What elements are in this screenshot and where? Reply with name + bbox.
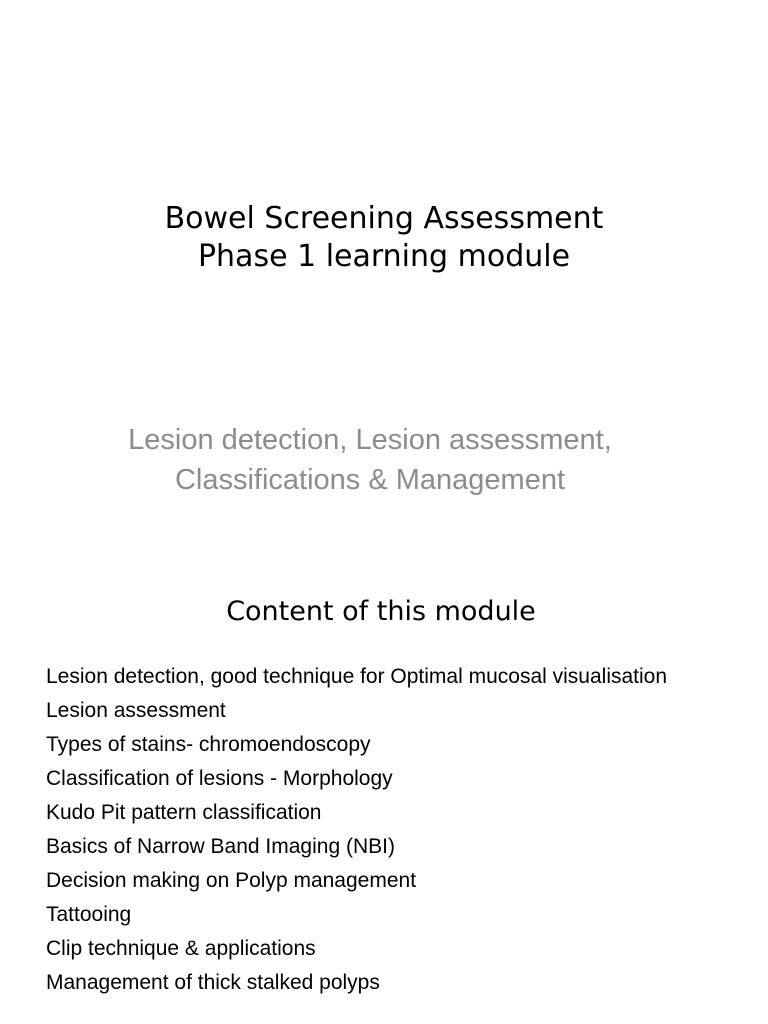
page-title [0, 200, 768, 276]
list-item: Kudo Pit pattern classification [46, 801, 322, 824]
list-item: Basics of Narrow Band Imaging (NBI) [46, 835, 395, 858]
page-subtitle-line-1: Lesion detection, Lesion assessment, [128, 424, 612, 456]
page-title-line-2: Phase 1 learning module [197, 239, 571, 274]
list-item: Classification of lesions - Morphology [46, 767, 393, 790]
list-item: Lesion detection, good technique for Optimal mucosal visualisation [46, 665, 668, 688]
list-item: Tattooing [46, 903, 132, 926]
list-item: Clip technique & applications [46, 937, 316, 960]
content-heading: Content of this module [226, 596, 536, 627]
content-list [46, 663, 726, 1003]
page-subtitle [0, 420, 740, 500]
list-item: Management of thick stalked polyps [46, 971, 380, 994]
list-item: Lesion assessment [46, 699, 226, 722]
list-item: Decision making on Polyp management [46, 869, 417, 892]
page-title-line-1: Bowel Screening Assessment [164, 201, 604, 236]
page-subtitle-line-2: Classifications & Management [174, 464, 566, 496]
list-item: Types of stains- chromoendoscopy [46, 733, 371, 756]
